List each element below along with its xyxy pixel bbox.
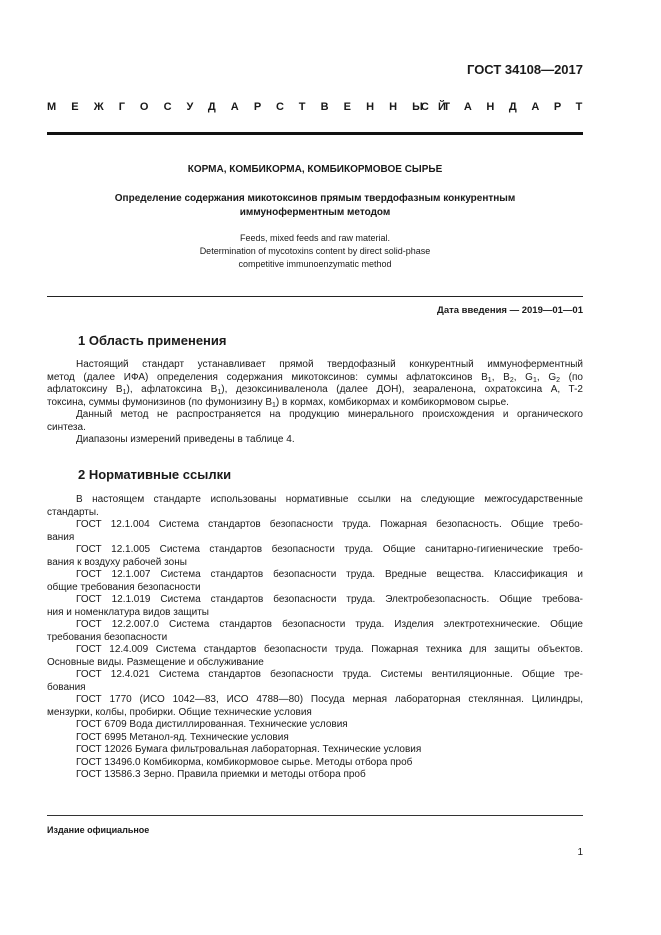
reference-line: требования безопасности bbox=[47, 631, 168, 643]
reference-line: ГОСТ 12.1.007 Система стандартов безопасности труда. Вредные вещества. Классификация и bbox=[76, 569, 583, 580]
english-title-line: Determination of mycotoxins content by direct solid-phase bbox=[199, 246, 431, 256]
reference-line: ГОСТ 12.1.004 Система стандартов безопасности труда. Пожарная безопасность. Общие требо- bbox=[76, 519, 583, 530]
title-rule bbox=[47, 296, 583, 297]
header-rule bbox=[47, 132, 583, 135]
paragraph-line: метод (далее ИФА) определения содержания микотоксинов: суммы афлатоксинов $B_1$, $B_2$, $G_1$, $G_2$ (по bbox=[47, 371, 583, 384]
section-1-paragraph-1 bbox=[47, 359, 583, 447]
paragraph-line: Диапазоны измерений приведены в таблице 4. bbox=[76, 434, 295, 445]
reference-line: В настоящем стандарте использованы нормативные ссылки на следующие межгосударственные bbox=[76, 494, 583, 505]
official-edition-label: Издание официальное bbox=[47, 825, 150, 835]
section-2-heading: 2 Нормативные ссылки bbox=[78, 467, 232, 482]
reference-line: ГОСТ 12026 Бумага фильтровальная лабораторная. Технические условия bbox=[76, 744, 422, 755]
reference-line: бования bbox=[47, 681, 86, 693]
reference-line: общие требования безопасности bbox=[47, 581, 201, 593]
subtitle-line: Определение содержания микотоксинов прямым твердофазным конкурентным bbox=[114, 193, 516, 204]
footer-rule bbox=[47, 815, 583, 816]
subtitle-line: иммуноферментным методом bbox=[239, 207, 391, 218]
reference-line: ГОСТ 1770 (ИСО 1042—83, ИСО 4788—80) Посуда мерная лабораторная стеклянная. Цилиндры, bbox=[76, 694, 583, 705]
reference-line: ГОСТ 13586.3 Зерно. Правила приемки и методы отбора проб bbox=[76, 769, 366, 780]
paragraph-line: синтеза. bbox=[47, 421, 86, 433]
page-number: 1 bbox=[577, 847, 583, 858]
reference-line: ГОСТ 12.4.009 Система стандартов безопасности труда. Пожарная техника для защиты объектов. bbox=[76, 644, 583, 655]
standard-code: ГОСТ 34108—2017 bbox=[467, 62, 583, 77]
reference-line: ГОСТ 12.4.021 Система стандартов безопасности труда. Системы вентиляционные. Общие тре- bbox=[76, 669, 583, 680]
paragraph-line: токсина, суммы фумонизинов (по фумонизину $B_1$) в кормах, комбикормах и комбикормовом сырье. bbox=[47, 396, 509, 409]
banner-word-interstate: МЕЖГОСУДАРСТВЕННЫЙ bbox=[47, 101, 462, 113]
paragraph-line: Настоящий стандарт устанавливает прямой твердофазный конкурентный иммуноферментный bbox=[76, 359, 583, 370]
reference-line: мензурки, колбы, пробирки. Общие технические условия bbox=[47, 706, 312, 718]
reference-line: вания к воздуху рабочей зоны bbox=[47, 556, 187, 568]
reference-line: ГОСТ 12.2.007.0 Система стандартов безопасности труда. Изделия электротехнические. Общие bbox=[76, 619, 583, 630]
section-1-heading: 1 Область применения bbox=[78, 333, 227, 348]
reference-line: вания bbox=[47, 531, 75, 543]
reference-line: ГОСТ 13496.0 Комбикорма, комбикормовое сырье. Методы отбора проб bbox=[76, 756, 413, 768]
paragraph-line: афлатоксину $B_1$), афлатоксина $B_1$), дезоксиниваленола (далее ДОН), зеараленона, охратоксина A, T-2 bbox=[47, 384, 583, 396]
section-2-references bbox=[47, 494, 583, 782]
english-title-line: Feeds, mixed feeds and raw material. bbox=[239, 233, 391, 243]
reference-line: стандарты. bbox=[47, 506, 99, 518]
reference-line: ния и номенклатура видов защиты bbox=[47, 606, 209, 618]
reference-line: Основные виды. Размещение и обслуживание bbox=[47, 656, 264, 668]
introduction-date: Дата введения — 2019—01—01 bbox=[437, 305, 583, 316]
reference-line: ГОСТ 12.1.005 Система стандартов безопасности труда. Общие санитарно-гигиенические требо- bbox=[76, 544, 583, 555]
reference-line: ГОСТ 6995 Метанол-яд. Технические условия bbox=[76, 731, 289, 743]
document-subtitle bbox=[47, 192, 583, 220]
banner-word-standard: СТАНДАРТ bbox=[420, 101, 597, 113]
english-title bbox=[47, 232, 583, 271]
document-title: КОРМА, КОМБИКОРМА, КОМБИКОРМОВОЕ СЫРЬЕ bbox=[187, 164, 443, 175]
reference-line: ГОСТ 12.1.019 Система стандартов безопасности труда. Электробезопасность. Общие требова- bbox=[76, 594, 583, 605]
reference-line: ГОСТ 6709 Вода дистиллированная. Технические условия bbox=[76, 719, 348, 730]
paragraph-line: Данный метод не распространяется на продукцию минерального происхождения и органического bbox=[76, 409, 583, 420]
english-title-line: competitive immunoenzymatic method bbox=[238, 259, 392, 269]
